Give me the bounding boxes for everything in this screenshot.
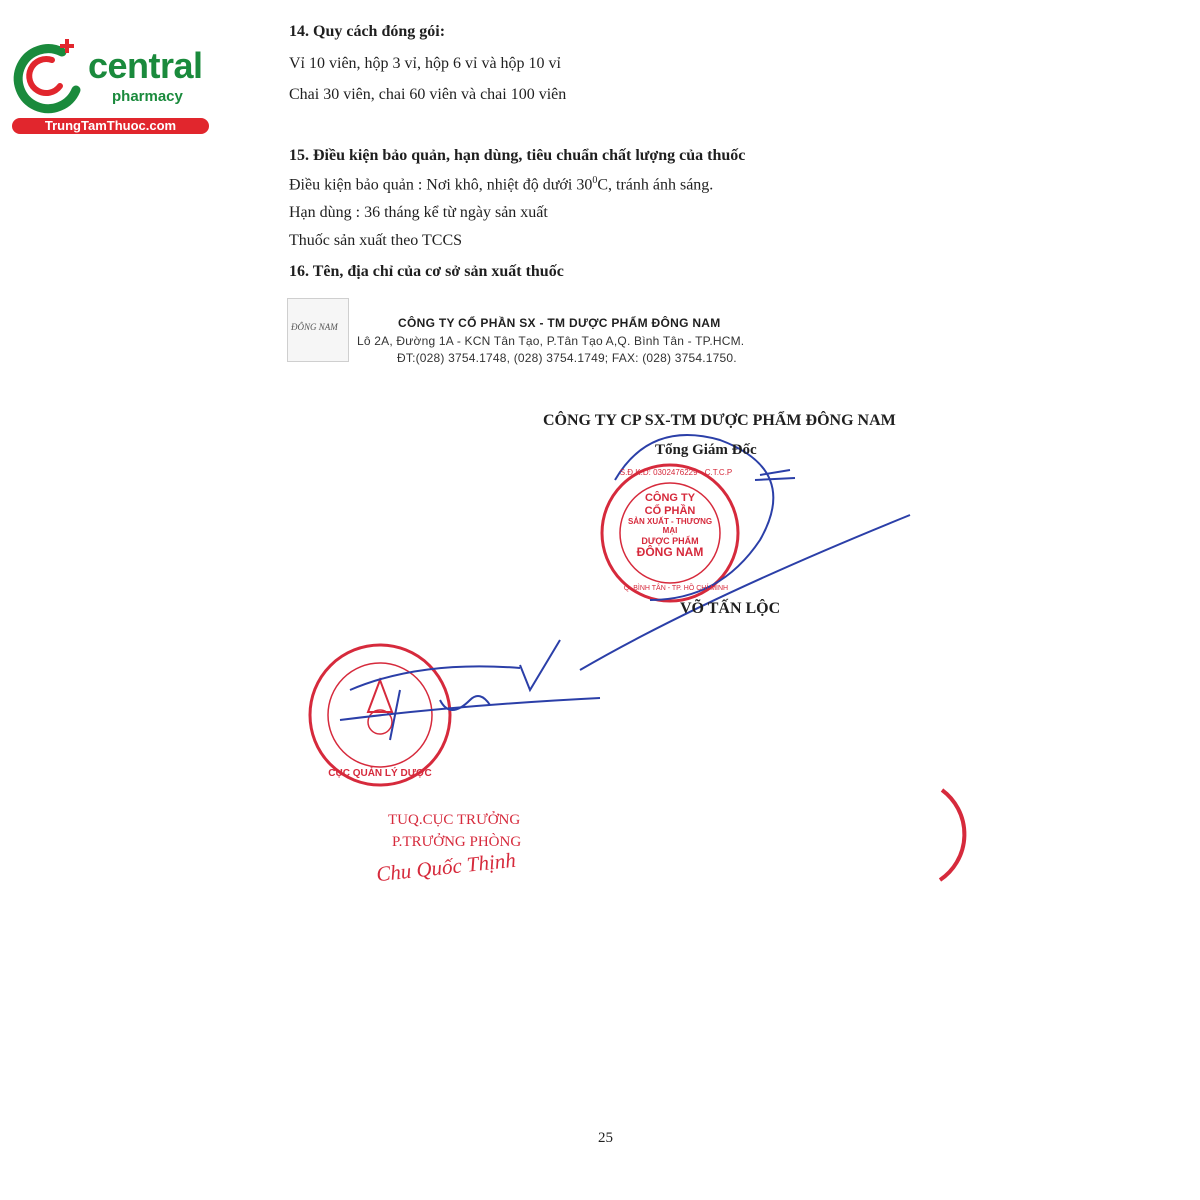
company-stamp-ring-text: S.Đ.K.D: 0302476229 - C.T.C.P bbox=[619, 468, 733, 477]
section-16-heading: 16. Tên, địa chỉ của cơ sở sản xuất thuốc bbox=[289, 263, 564, 280]
section-15-standard: Thuốc sản xuất theo TCCS bbox=[289, 232, 463, 249]
company-phone: ĐT:(028) 3754.1748, (028) 3754.1749; FAX: (028) 3754.1750. bbox=[397, 351, 737, 365]
company-name: CÔNG TY CỔ PHẦN SX - TM DƯỢC PHẨM ĐÔNG NAM bbox=[398, 316, 721, 330]
section-14-line-1: Vỉ 10 viên, hộp 3 vỉ, hộp 6 vỉ và hộp 10 vỉ bbox=[289, 55, 561, 72]
authority-stamp-ring-text: CỤC QUẢN LÝ DƯỢC bbox=[328, 768, 432, 779]
authority-line-1: TUQ.CỤC TRƯỞNG bbox=[388, 812, 521, 828]
section-14-heading: 14. Quy cách đóng gói: bbox=[289, 23, 446, 40]
company-stamp-ring-bottom: Q. BÌNH TÂN - TP. HỒ CHÍ MINH bbox=[623, 585, 729, 592]
authority-signature-name: Chu Quốc Thịnh bbox=[375, 847, 517, 887]
partial-stamp bbox=[940, 790, 964, 880]
section-14-line-2: Chai 30 viên, chai 60 viên và chai 100 viên bbox=[289, 86, 567, 103]
logo-subtitle: pharmacy bbox=[112, 88, 183, 105]
signature-title: Tổng Giám Đốc bbox=[655, 442, 757, 458]
section-15-heading: 15. Điều kiện bảo quản, hạn dùng, tiêu chuẩn chất lượng của thuốc bbox=[289, 147, 746, 164]
company-logo-text: ĐÔNG NAM bbox=[291, 322, 338, 332]
signature-name: VÕ TẤN LỘC bbox=[680, 600, 781, 617]
company-stamp-text: CÔNG TY CỔ PHẦN SẢN XUẤT - THƯƠNG MẠI DƯỢC PHẨM ĐÔNG NAM bbox=[627, 492, 713, 559]
central-pharmacy-logo-icon bbox=[18, 39, 76, 109]
logo-site-banner: TrungTamThuoc.com bbox=[12, 118, 209, 134]
section-15-storage: Điều kiện bảo quản : Nơi khô, nhiệt độ dưới $30^0C$, tránh ánh sáng. bbox=[289, 175, 714, 194]
signature-company: CÔNG TY CP SX-TM DƯỢC PHẨM ĐÔNG NAM bbox=[543, 412, 896, 429]
company-address: Lô 2A, Đường 1A - KCN Tân Tạo, P.Tân Tạo A,Q. Bình Tân - TP.HCM. bbox=[357, 334, 745, 348]
page-number: 25 bbox=[598, 1130, 613, 1146]
logo-wordmark: central bbox=[88, 45, 203, 86]
section-15-shelf-life: Hạn dùng : 36 tháng kể từ ngày sản xuất bbox=[289, 204, 548, 221]
authority-line-2: P.TRƯỞNG PHÒNG bbox=[392, 834, 522, 850]
